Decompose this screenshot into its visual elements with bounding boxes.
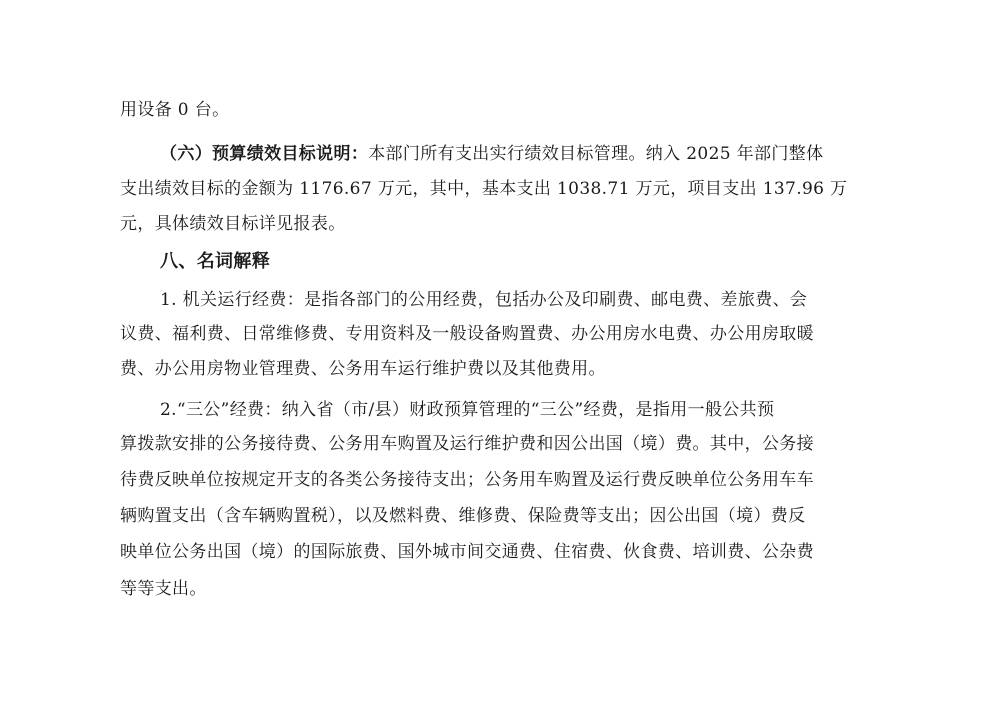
text-line: 议费、福利费、日常维修费、专用资料及一般设备购置费、办公用房水电费、办公用房取暖 xyxy=(120,324,814,344)
glossary-item-2: 2.“三公”经费：纳入省（市/县）财政预算管理的“三公”经费，是指用一般公共预 xyxy=(160,400,775,420)
text-line: 用设备 0 台。 xyxy=(120,100,230,120)
text-line: 算拨款安排的公务接待费、公务用车购置及运行维护费和因公出国（境）费。其中，公务接 xyxy=(120,434,814,454)
text-line: 辆购置支出（含车辆购置税），以及燃料费、维修费、保险费等支出；因公出国（境）费反 xyxy=(120,506,806,526)
glossary-item-1: 1. 机关运行经费：是指各部门的公用经费，包括办公及印刷费、邮电费、差旅费、会 xyxy=(160,290,808,310)
text-line: 等等支出。 xyxy=(120,579,207,599)
budget-section-text: 本部门所有支出实行绩效目标管理。纳入 2025 年部门整体 xyxy=(368,144,824,164)
text-line: 元，具体绩效目标详见报表。 xyxy=(120,214,346,234)
budget-section-label: （六）预算绩效目标说明： xyxy=(160,144,369,164)
text-line: 映单位公务出国（境）的国际旅费、国外城市间交通费、住宿费、伙食费、培训费、公杂费 xyxy=(120,542,814,562)
section-heading: 八、名词解释 xyxy=(160,251,271,272)
text-line: 费、办公用房物业管理费、公务用车运行维护费以及其他费用。 xyxy=(120,359,606,379)
text-line: 待费反映单位按规定开支的各类公务接待支出；公务用车购置及运行费反映单位公务用车车 xyxy=(120,470,814,490)
text-line: 支出绩效目标的金额为 1176.67 万元，其中，基本支出 1038.71 万元，项目支出 137.96 万 xyxy=(120,179,848,199)
budget-paragraph-first-line xyxy=(160,142,823,166)
